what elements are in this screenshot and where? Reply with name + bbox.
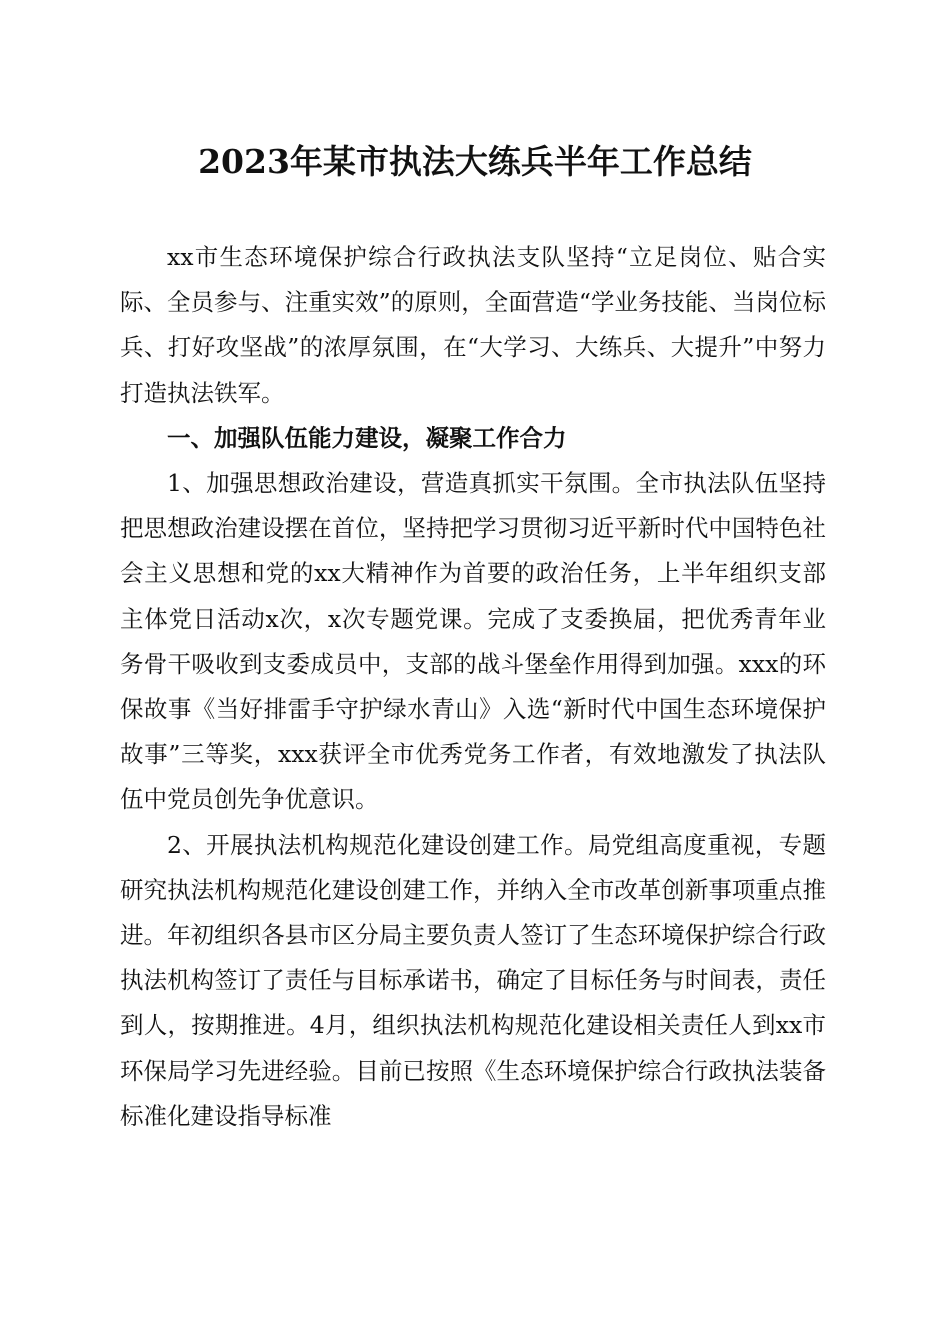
section-item-2: 2、开展执法机构规范化建设创建工作。局党组高度重视，专题研究执法机构规范化建设创建工作，并纳入全市改革创新事项重点推进。年初组织各县市区分局主要负责人签订了生态环境保护综合行政执法机构签订了责任与目标承诺书，确定了目标任务与时间表，责任到人，按期推进。4月，组织执法机构规范化建设相关责任人到xx市环保局学习先进经验。目前已按照《生态环境保护综合行政执法装备标准化建设指导标准 xyxy=(120,830,826,1130)
document-title: 2023年某市执法大练兵半年工作总结 xyxy=(198,142,752,181)
intro-paragraph: xx市生态环境保护综合行政执法支队坚持“立足岗位、贴合实际、全员参与、注重实效”的原则，全面营造“学业务技能、当岗位标兵、打好攻坚战”的浓厚氛围，在“大学习、大练兵、大提升”中努力打造执法铁军。 xyxy=(120,243,826,407)
section-item-1: 1、加强思想政治建设，营造真抓实干氛围。全市执法队伍坚持把思想政治建设摆在首位，坚持把学习贯彻习近平新时代中国特色社会主义思想和党的xx大精神作为首要的政治任务，上半年组织支部主体党日活动x次，x次专题党课。完成了支委换届，把优秀青年业务骨干吸收到支委成员中，支部的战斗堡垒作用得到加强。xxx的环保故事《当好排雷手守护绿水青山》入选“新时代中国生态环境保护故事”三等奖，xxx获评全市优秀党务工作者，有效地激发了执法队伍中党员创先争优意识。 xyxy=(120,469,826,814)
section-heading: 一、加强队伍能力建设，凝聚工作合力 xyxy=(167,423,567,452)
document-body xyxy=(120,235,826,1139)
